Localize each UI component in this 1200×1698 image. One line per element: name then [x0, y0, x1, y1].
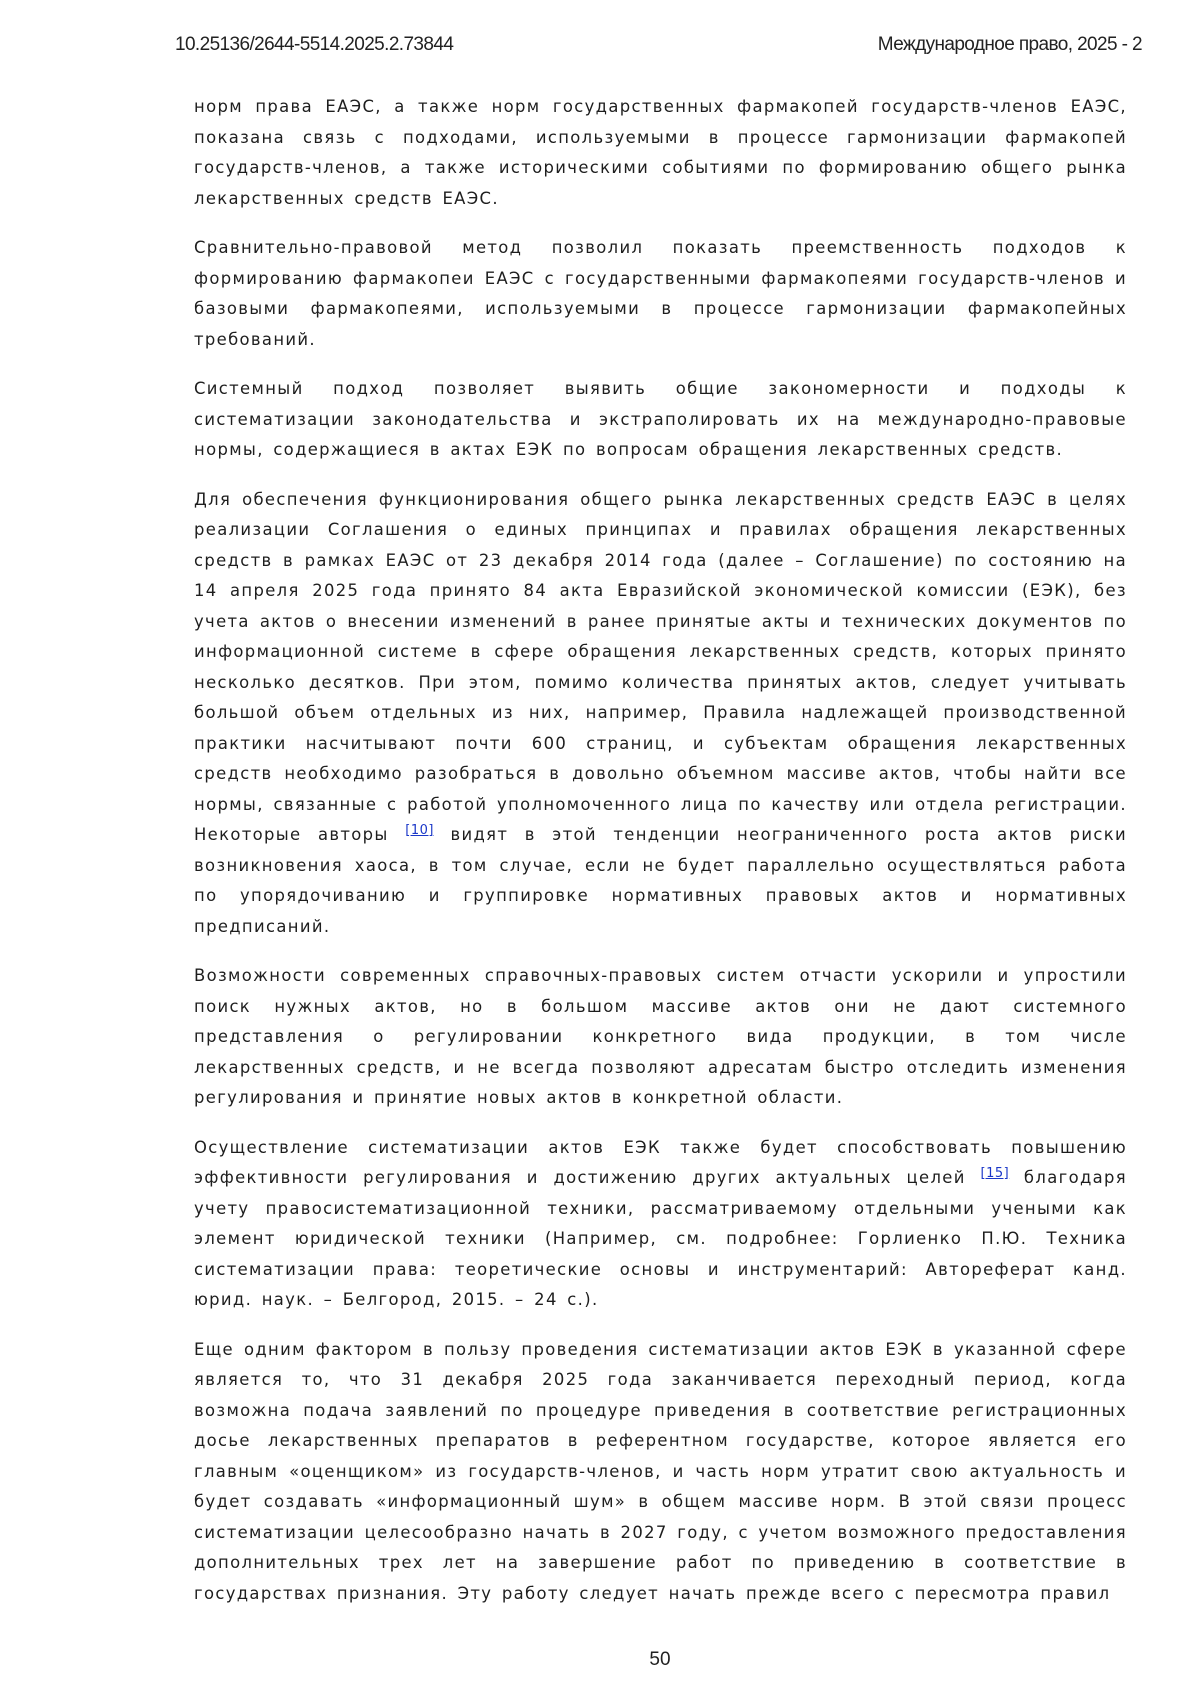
- paragraph-6-text-end: благодаря учету правосистематизационной техники, рассматриваемому отдельными учеными как элемент юридической техники (Например, см. подробнее: Горлиенко П.Ю. Техника систематизации права: теоретические основы и инструментарий: Автореферат канд. юрид. наук. – Белгород, 2015. – 24 с.).: [194, 1168, 1127, 1309]
- paragraph-2: Сравнительно-правовой метод позволил показать преемственность подходов к формированию фармакопеи ЕАЭС с государственными фармакопеями государств-членов и базовыми фармакопеями, используемыми в процессе гармонизации фармакопейных требований.: [194, 238, 1127, 349]
- paragraph-4-text-end: видят в этой тенденции неограниченного роста актов риски возникновения хаоса, в том случае, если не будет параллельно осуществляться работа по упорядочиванию и группировке нормативных правовых актов и нормативных предписаний.: [194, 825, 1127, 936]
- paragraph-4-text-start: Для обеспечения функционирования общего рынка лекарственных средств ЕАЭС в целях реализации Соглашения о единых принципах и правилах обращения лекарственных средств в рамках ЕАЭС от 23 декабря 2014 года (далее – Соглашение) по состоянию на 14 апреля 2025 года принято 84 акта Евразийской экономической комиссии (ЕЭК), без учета актов о внесении изменений в ранее принятые акты и технических документов по информационной системе в сфере обращения лекарственных средств, которых принято несколько десятков. При этом, помимо количества принятых актов, следует учитывать большой объем отдельных из них, например, Правила надлежащей производственной практики насчитывают почти 600 страниц, и субъектам обращения лекарственных средств необходимо разобраться в довольно объемном массиве актов, чтобы найти все нормы, связанные с работой уполномоченного лица по качеству или отдела регистрации. Некоторые авторы: [194, 489, 1127, 844]
- paragraph-1: норм права ЕАЭС, а также норм государственных фармакопей государств-членов ЕАЭС, показана связь с подходами, используемыми в процессе гармонизации фармакопей государств-членов, а также историческими событиями по формированию общего рынка лекарственных средств ЕАЭС.: [194, 97, 1127, 208]
- citation-link-15[interactable]: [15]: [980, 1166, 1010, 1181]
- article-body: [194, 92, 1127, 1628]
- paragraph-4: [194, 485, 1127, 943]
- page-header: [175, 34, 1142, 64]
- paragraph-6-text-start: Осуществление систематизации актов ЕЭК также будет способствовать повышению эффективности регулирования и достижению других актуальных целей: [194, 1137, 1127, 1187]
- paragraph-5: Возможности современных справочных-правовых систем отчасти ускорили и упростили поиск нужных актов, но в большом массиве актов они не дают системного представления о регулировании конкретного вида продукции, в том числе лекарственных средств, и не всегда позволяют адресатам быстро отследить изменения регулирования и принятие новых актов в конкретной области.: [194, 966, 1127, 1107]
- paragraph-6: [194, 1133, 1127, 1316]
- doi-label: 10.25136/2644-5514.2025.2.73844: [175, 34, 454, 55]
- citation-link-10[interactable]: [10]: [405, 823, 434, 838]
- paragraph-7: Еще одним фактором в пользу проведения систематизации актов ЕЭК в указанной сфере является то, что 31 декабря 2025 года заканчивается переходный период, когда возможна подача заявлений по процедуре приведения в соответствие регистрационных досье лекарственных препаратов в референтном государстве, которое является его главным «оценщиком» из государств-членов, и часть норм утратит свою актуальность и будет создавать «информационный шум» в общем массиве норм. В этой связи процесс систематизации целесообразно начать в 2027 году, с учетом возможного предоставления дополнительных трех лет на завершение работ по приведению в соответствие в государствах признания. Эту работу следует начать прежде всего с пересмотра правил: [194, 1339, 1127, 1603]
- page-number: 50: [649, 1649, 671, 1670]
- journal-issue-label: Международное право, 2025 - 2: [877, 34, 1142, 55]
- paragraph-3: Системный подход позволяет выявить общие закономерности и подходы к систематизации законодательства и экстраполировать их на международно-правовые нормы, содержащиеся в актах ЕЭК по вопросам обращения лекарственных средств.: [194, 379, 1127, 459]
